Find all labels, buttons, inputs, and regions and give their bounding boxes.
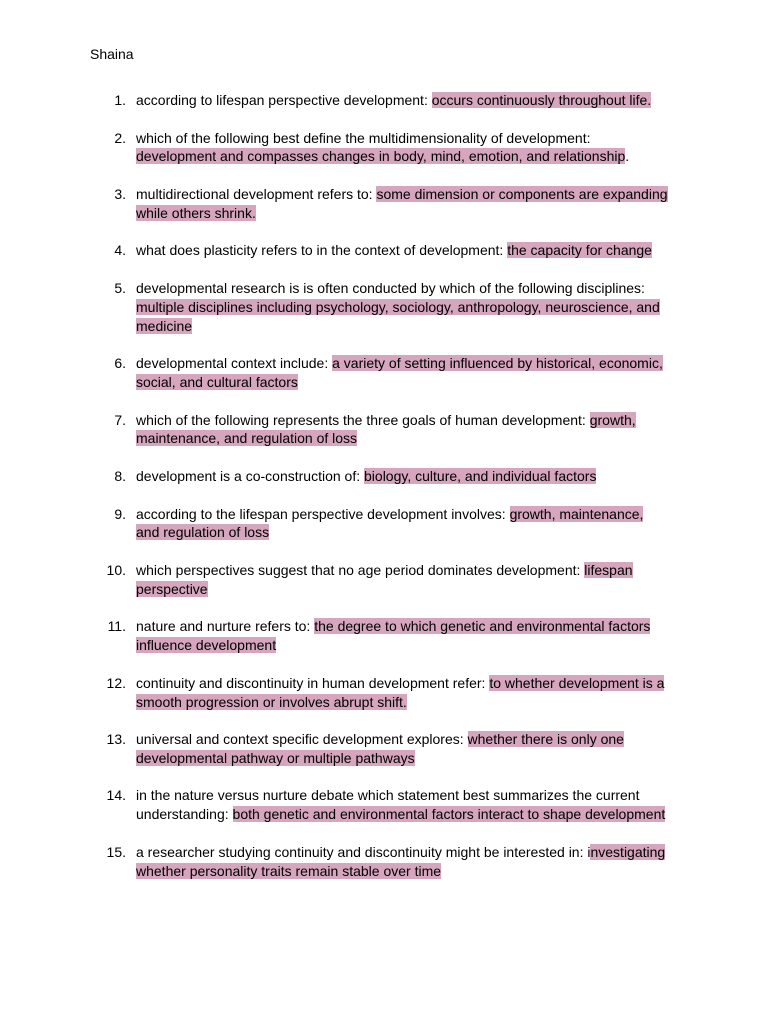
highlighted-answer: the degree to which genetic and environmental factors influence development	[136, 618, 651, 654]
highlighted-answer: lifespan perspective	[136, 561, 633, 597]
author-name: Shaina	[90, 46, 134, 62]
highlighted-answer: multiple disciplines including psychology, sociology, anthropology, neuroscience, and medicine	[136, 298, 660, 334]
highlighted-answer: growth, maintenance, and regulation of loss	[136, 505, 644, 541]
list-item	[0, 467, 668, 486]
highlighted-answer: the capacity for change	[507, 242, 652, 259]
item-number: 4.	[114, 242, 126, 259]
question-text: developmental research is is often conducted by which of the following disciplines:	[136, 279, 645, 296]
item-number: 11.	[107, 618, 126, 635]
highlighted-answer: some dimension or components are expanding while others shrink.	[136, 185, 668, 221]
highlighted-answer: both genetic and environmental factors interact to shape development	[232, 806, 666, 823]
highlighted-answer: nvestigating whether personality traits remain stable over time	[136, 843, 666, 879]
item-number: 10.	[106, 561, 126, 578]
list-item	[0, 786, 668, 824]
question-text: developmental context include:	[136, 355, 333, 372]
question-text: multidirectional development refers to:	[136, 185, 377, 202]
item-number: 8.	[114, 467, 126, 484]
question-text: according to the lifespan perspective development involves:	[136, 505, 510, 522]
item-number: 5.	[114, 279, 126, 296]
answer-tail: .	[625, 148, 630, 165]
highlighted-answer: development and compasses changes in body, mind, emotion, and relationship	[136, 148, 626, 165]
question-text: universal and context specific development explores:	[136, 731, 468, 748]
question-text: development is a co-construction of:	[136, 467, 365, 484]
question-text: in the nature versus nurture debate which statement best summarizes the current understanding:	[136, 787, 640, 823]
item-number: 7.	[114, 411, 126, 428]
item-number: 6.	[114, 355, 126, 372]
highlighted-answer: growth, maintenance, and regulation of loss	[136, 411, 636, 447]
item-number: 9.	[114, 505, 126, 522]
list-item	[0, 505, 668, 543]
question-text: according to lifespan perspective development:	[136, 92, 432, 108]
highlighted-answer: a variety of setting influenced by historical, economic, social, and cultural factors	[136, 355, 663, 390]
item-number: 12.	[106, 674, 126, 691]
list-item	[0, 91, 668, 110]
item-number: 13.	[106, 731, 126, 748]
item-number: 15.	[106, 843, 126, 860]
item-number: 3.	[114, 185, 126, 202]
list-item	[0, 561, 668, 599]
question-text: which of the following best define the multidimensionality of development:	[136, 129, 591, 146]
highlighted-answer: to whether development is a smooth progression or involves abrupt shift.	[136, 674, 665, 710]
question-text: what does plasticity refers to in the context of development:	[136, 242, 508, 259]
highlighted-answer: biology, culture, and individual factors	[364, 467, 597, 484]
question-list	[0, 91, 768, 899]
question-text: which of the following represents the three goals of human development:	[136, 411, 590, 428]
question-text: which perspectives suggest that no age period dominates development:	[136, 561, 585, 578]
question-text: nature and nurture refers to:	[136, 618, 315, 635]
question-text: continuity and discontinuity in human development refer:	[136, 674, 490, 691]
list-item	[0, 279, 668, 335]
list-item	[0, 354, 668, 392]
list-item	[0, 617, 668, 655]
item-number: 2.	[114, 129, 126, 146]
item-number: 14.	[106, 787, 126, 804]
list-item	[0, 129, 668, 167]
list-item	[0, 241, 668, 260]
list-item	[0, 730, 668, 768]
list-item	[0, 843, 668, 881]
item-number: 1.	[114, 92, 126, 108]
list-item	[0, 411, 668, 449]
question-text: a researcher studying continuity and discontinuity might be interested in: i	[136, 843, 591, 860]
list-item	[0, 185, 668, 223]
highlighted-answer: whether there is only one developmental pathway or multiple pathways	[136, 731, 624, 766]
list-item	[0, 674, 668, 712]
highlighted-answer: occurs continuously throughout life.	[431, 92, 652, 108]
